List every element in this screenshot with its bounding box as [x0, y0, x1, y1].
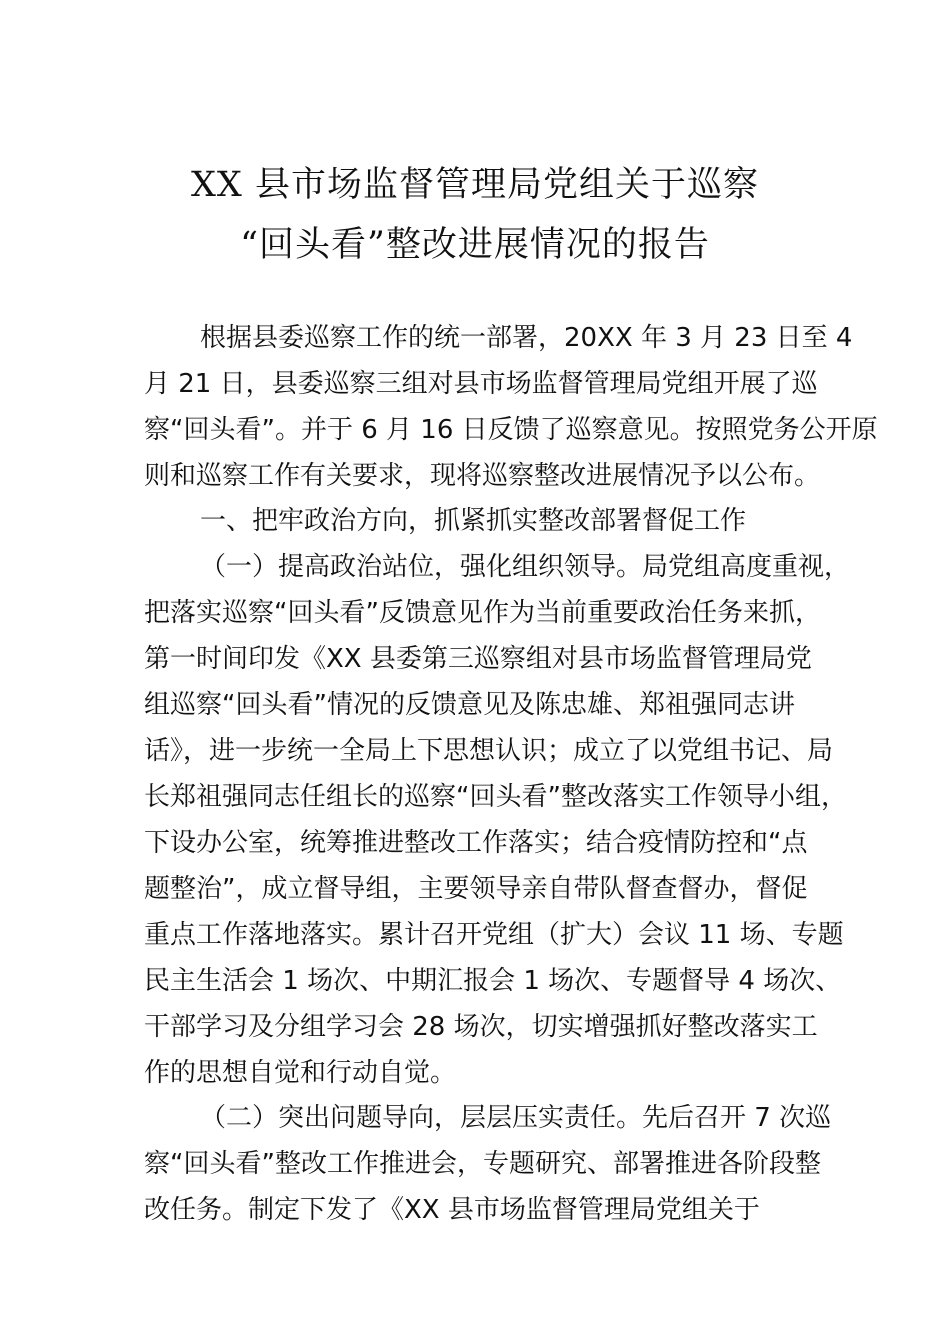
section-heading-1: 一、把牢政治方向，抓紧抓实整改部署督促工作	[200, 506, 747, 536]
paragraph-1-line-4: 则和巡察工作有关要求，现将巡察整改进展情况予以公布。	[144, 461, 821, 491]
report-title-line-1: XX 县市场监督管理局党组关于巡察	[191, 165, 759, 205]
paragraph-3-line-1: （二）突出问题导向，层层压实责任。先后召开 7 次巡	[200, 1103, 832, 1133]
paragraph-2-line-11: 干部学习及分组学习会 28 场次，切实增强抓好整改落实工	[144, 1012, 818, 1042]
paragraph-2-line-12: 作的思想自觉和行动自觉。	[144, 1058, 457, 1088]
paragraph-2-line-5: 话》，进一步统一全局上下思想认识；成立了以党组书记、局	[144, 736, 834, 766]
paragraph-1-line-3: 察“回头看”。并于 6 月 16 日反馈了巡察意见。按照党务公开原	[144, 415, 878, 445]
paragraph-1-line-1: 根据县委巡察工作的统一部署，20XX 年 3 月 23 日至 4	[200, 323, 853, 353]
paragraph-1-line-2: 月 21 日，县委巡察三组对县市场监督管理局党组开展了巡	[144, 369, 818, 399]
report-title-line-2: “回头看”整改进展情况的报告	[240, 225, 710, 265]
paragraph-2-line-3: 第一时间印发《XX 县委第三巡察组对县市场监督管理局党	[144, 644, 812, 674]
paragraph-2-line-2: 把落实巡察“回头看”反馈意见作为当前重要政治任务来抓，	[144, 598, 821, 628]
paragraph-3-line-2: 察“回头看”整改工作推进会，专题研究、部署推进各阶段整	[144, 1149, 821, 1179]
paragraph-2-line-9: 重点工作落地落实。累计召开党组（扩大）会议 11 场、专题	[144, 920, 844, 950]
paragraph-2-line-1: （一）提高政治站位，强化组织领导。局党组高度重视，	[200, 552, 851, 582]
paragraph-2-line-6: 长郑祖强同志任组长的巡察“回头看”整改落实工作领导小组，	[144, 782, 847, 812]
paragraph-2-line-4: 组巡察“回头看”情况的反馈意见及陈忠雄、郑祖强同志讲	[144, 690, 795, 720]
paragraph-2-line-10: 民主生活会 1 场次、中期汇报会 1 场次、专题督导 4 场次、	[144, 966, 842, 996]
paragraph-2-line-8: 题整治”，成立督导组，主要领导亲自带队督查督办，督促	[144, 874, 808, 904]
paragraph-3-line-3: 改任务。制定下发了《XX 县市场监督管理局党组关于	[144, 1195, 760, 1225]
paragraph-2-line-7: 下设办公室，统筹推进整改工作落实；结合疫情防控和“点	[144, 828, 808, 858]
